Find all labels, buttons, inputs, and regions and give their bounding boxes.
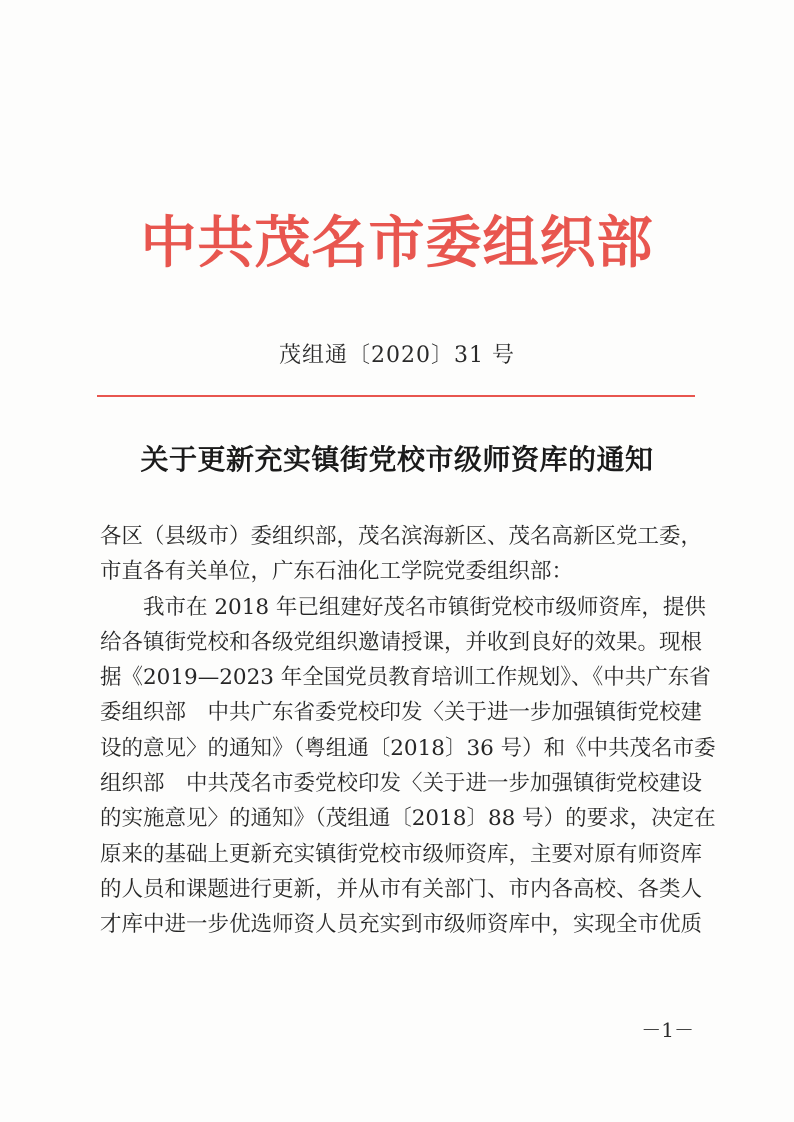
paragraph-line: 才库中进一步优选师资人员充实到市级师资库中，实现全市优质	[100, 912, 703, 938]
paragraph-line: 委组织部 中共广东省委党校印发〈关于进一步加强镇街党校建	[100, 700, 703, 726]
paragraph-line: 设的意见〉的通知》（粤组通〔2018〕36 号）和《中共茂名市委	[100, 735, 716, 761]
document-body	[100, 519, 716, 943]
issuer-header: 中共茂名市委组织部	[140, 211, 654, 276]
document-number: 茂组通〔2020〕31 号	[279, 343, 515, 368]
salutation-line: 市直各有关单位，广东石油化工学院党委组织部：	[100, 559, 574, 585]
page-number: －1－	[641, 1018, 694, 1042]
document-title: 关于更新充实镇街党校市级师资库的通知	[140, 443, 654, 476]
salutation-line: 各区（县级市）委组织部，茂名滨海新区、茂名高新区党工委，	[100, 524, 703, 549]
paragraph-line: 的人员和课题进行更新，并从市有关部门、市内各高校、各类人	[100, 876, 703, 902]
paragraph-line: 的实施意见〉的通知》（茂组通〔2018〕88 号）的要求，决定在	[100, 806, 716, 832]
paragraph-line: 原来的基础上更新充实镇街党校市级师资库，主要对原有师资库	[100, 841, 703, 867]
red-divider-line	[97, 395, 695, 397]
paragraph-line: 我市在 2018 年已组建好茂名市镇街党校市级师资库，提供	[100, 594, 706, 620]
paragraph-line: 据《2019—2023 年全国党员教育培训工作规划》、《中共广东省	[100, 665, 711, 691]
paragraph-line: 给各镇街党校和各级党组织邀请授课，并收到良好的效果。现根	[100, 629, 703, 655]
paragraph-line: 组织部 中共茂名市委党校印发〈关于进一步加强镇街党校建设	[100, 771, 703, 797]
